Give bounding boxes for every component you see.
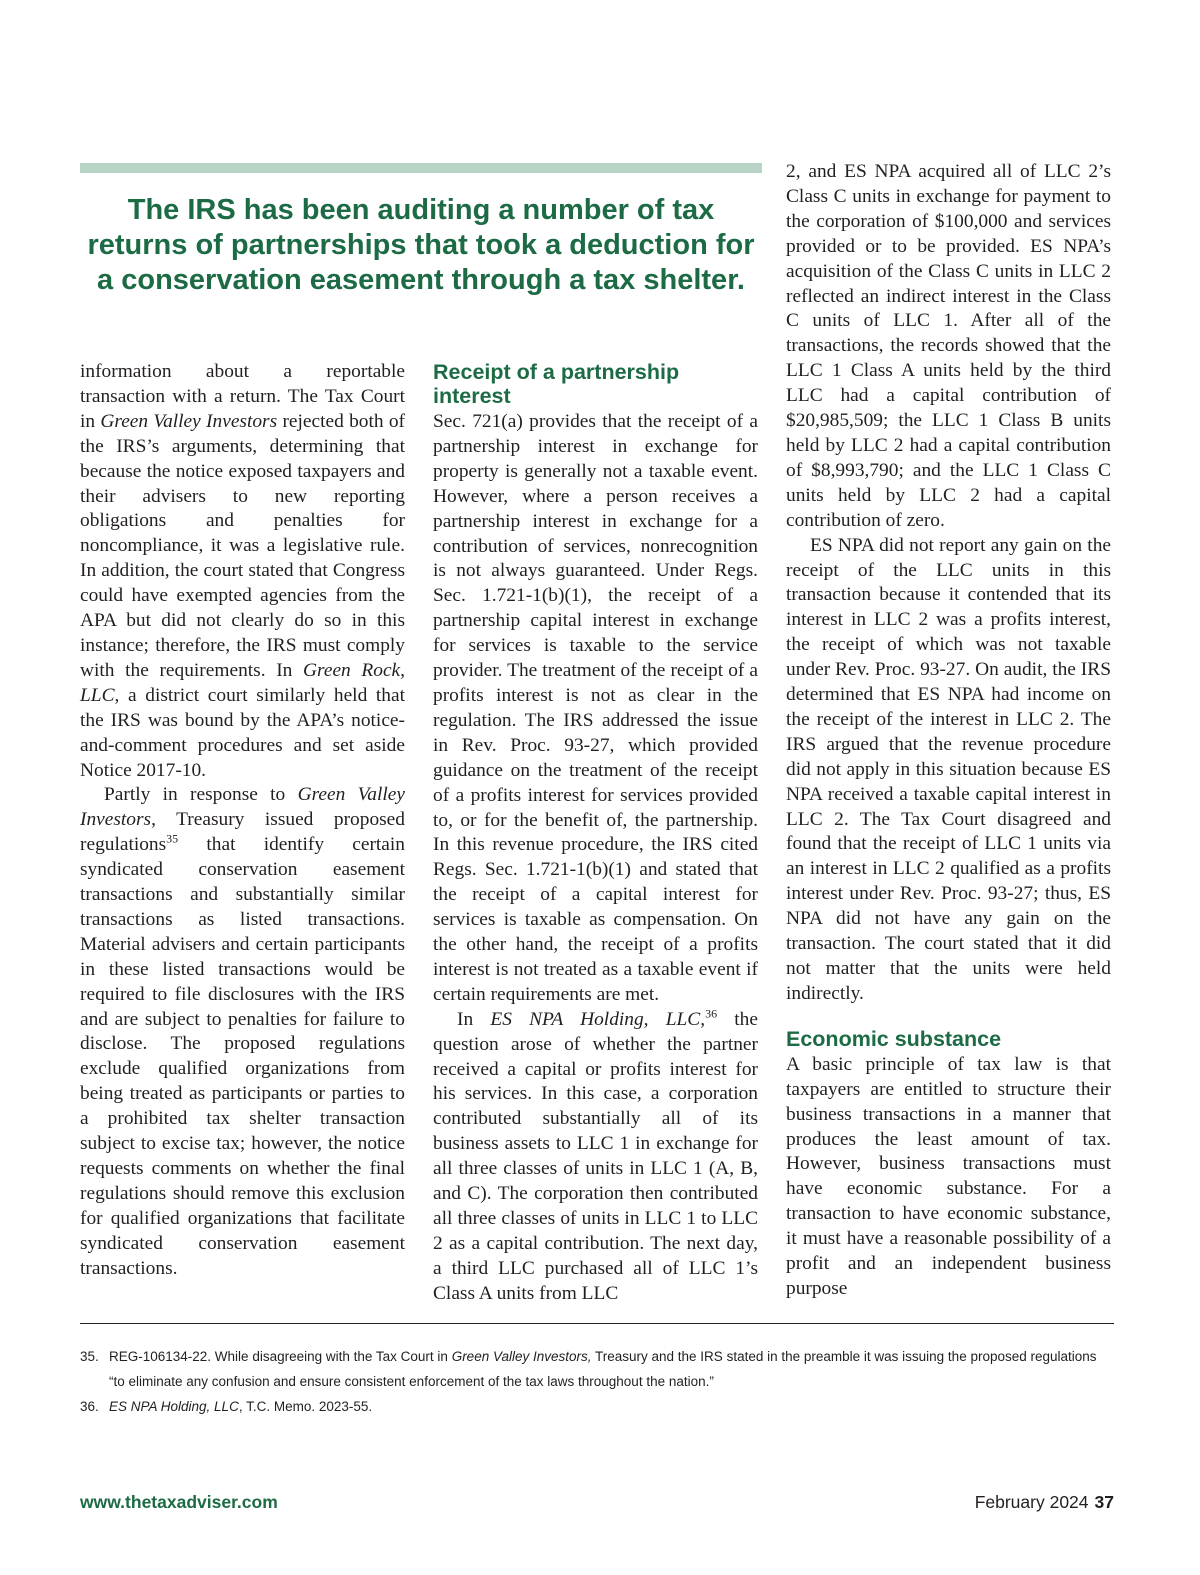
footnote-36: 36. ES NPA Holding, LLC, T.C. Memo. 2023-55. xyxy=(80,1399,373,1414)
pullquote: The IRS has been auditing a number of tax returns of partnerships that took a deduction for a conservation easement through a tax shelter. xyxy=(87,194,755,296)
footnote-ref-36: 36 xyxy=(705,1006,718,1021)
section-heading: Economic substance xyxy=(786,1026,1002,1051)
website-link[interactable]: www.thetaxadviser.com xyxy=(80,1492,278,1512)
case-name: ES NPA Holding, LLC, xyxy=(490,1008,706,1030)
page-footer xyxy=(975,1492,1114,1513)
footnotes xyxy=(80,1344,1114,1419)
case-name: Green Valley Investors xyxy=(80,784,405,831)
issue-date: February 2024 xyxy=(974,1492,1089,1512)
paragraph: information about a reportable transaction with a return. The Tax Court in Green Valley Investors rejected both of the IRS’s arguments, determining that because the notice exposed taxpayers and their advisers to new reporting obligations and penalties for noncompliance, it was a legislative rule. In addition, the court stated that Congress could have exempted agencies from the APA but did not clearly do so in this instance; therefore, the IRS must comply with the requirements. In Green Rock, LLC, a district court similarly held that the IRS was bound by the APA’s notice-and-comment procedures and set aside Notice 2017-10. xyxy=(80,361,406,781)
paragraph: A basic principle of tax law is that taxpayers are entitled to structure their business transactions in a manner that produces the least amount of tax. However, business transactions must have economic substance. For a transaction to have economic substance, it must have a reasonable possibility of a profit and an independent business purpose xyxy=(786,1053,1111,1299)
section-heading: Receipt of a partnership interest xyxy=(433,360,680,408)
footnote-ref-35: 35 xyxy=(166,831,179,846)
footnote-divider xyxy=(80,1323,1114,1324)
footnote-35: 35. REG-106134-22. While disagreeing with the Tax Court in Green Valley Investors, Treasury and the IRS stated in the preamble it was issuing the proposed regulations “to eliminate any confusion and ensure consistent enforcement of the tax laws throughout the nation.” xyxy=(80,1349,1097,1389)
pullquote-rule xyxy=(80,163,762,173)
column-1 xyxy=(80,360,405,1282)
page-number: 37 xyxy=(1094,1492,1114,1512)
paragraph: ES NPA did not report any gain on the receipt of the LLC units in this transaction because it contended that its interest in LLC 2 was a profits interest, the receipt of which was not taxable under Rev. Proc. 93-27. On audit, the IRS determined that ES NPA had income on the receipt of the interest in LLC 2. The IRS argued that the revenue procedure did not apply in this situation because ES NPA received a taxable capital interest in LLC 2. The Tax Court disagreed and found that the receipt of LLC 1 units via an interest in LLC 2 qualified as a profits interest under Rev. Proc. 93-27; thus, ES NPA did not have any gain on the transaction. The court stated that it did not matter that the units were held indirectly. xyxy=(786,534,1111,1004)
column-3 xyxy=(786,160,1111,1302)
column-2 xyxy=(433,360,758,1307)
case-name: Green Rock, LLC xyxy=(80,659,406,706)
paragraph: 2, and ES NPA acquired all of LLC 2’s Class C units in exchange for payment to the corporation of $100,000 and services provided or to be provided. ES NPA’s acquisition of the Class C units in LLC 2 reflected an indirect interest in the Class C units of LLC 1. After all of the transactions, the records showed that the LLC 1 Class A units held by the third LLC had a capital contribution of $20,985,509; the LLC 1 Class B units held by LLC 2 had a capital contribution of $8,993,790; and the LLC 1 Class C units held by LLC 2 had a capital contribution of zero. xyxy=(786,161,1111,531)
paragraph: Sec. 721(a) provides that the receipt of a partnership interest in exchange for property is generally not a taxable event. However, where a person receives a partnership interest in exchange for a contribution of services, nonrecognition is not always guaranteed. Under Regs. Sec. 1.721-1(b)(1), the receipt of a partnership capital interest in exchange for services is taxable to the service provider. The treatment of the receipt of a profits interest is not as clear in the regulation. The IRS addressed the issue in Rev. Proc. 93-27, which provided guidance on the treatment of the receipt of a profits interest for services provided to, or for the benefit of, the partnership. In this revenue procedure, the IRS cited Regs. Sec. 1.721-1(b)(1) and stated that the receipt of a capital interest for services is taxable as compensation. On the other hand, the receipt of a profits interest is not treated as a taxable event if certain requirements are met. xyxy=(433,411,758,1005)
paragraph: Partly in response to Green Valley Investors, Treasury issued proposed regulations$^{35}$ that identify certain syndicated conservation easement transactions and substantially similar transactions as listed transactions. Material advisers and certain participants in these listed transactions would be required to file disclosures with the IRS and are subject to penalties for failure to disclose. The proposed regulations exclude qualified organizations from being treated as participants or parties to a prohibited tax shelter transaction subject to excise tax; however, the notice requests comments on whether the final regulations should remove this exclusion for qualified organizations that facilitate syndicated conservation easement transactions. xyxy=(80,784,405,1279)
paragraph: In ES NPA Holding, LLC,$^{36}$ the question arose of whether the partner received a capital or profits interest for his services. In this case, a corporation contributed substantially all of its business assets to LLC 1 in exchange for all three classes of units in LLC 1 (A, B, and C). The corporation then contributed all three classes of units in LLC 1 to LLC 2 as a capital contribution. The next day, a third LLC purchased all of LLC 1’s Class A units from LLC xyxy=(433,1006,758,1304)
case-name: Green Valley Investors xyxy=(100,410,278,432)
